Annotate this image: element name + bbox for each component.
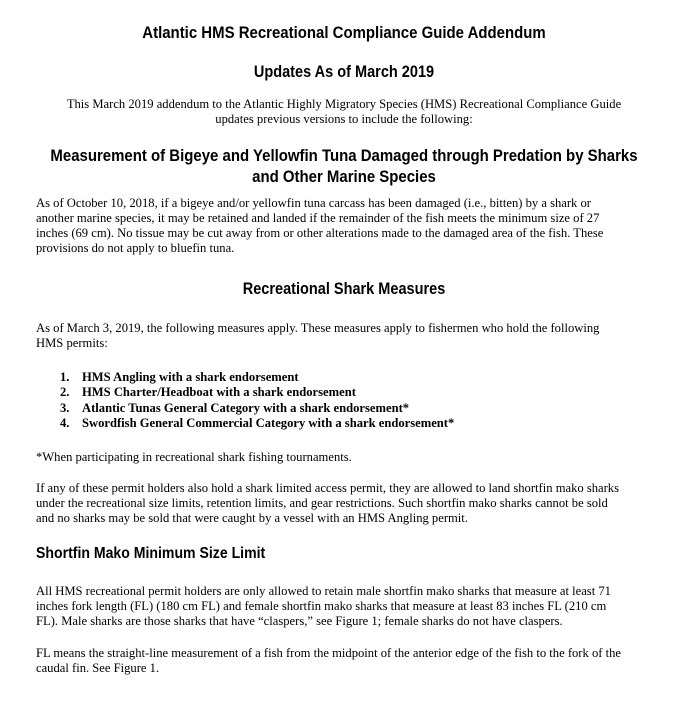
section2-para-line-3: and no sharks may be sold that were caught by a vessel with an HMS Angling permit. xyxy=(36,511,468,525)
list-item-number: 1. xyxy=(60,370,70,384)
section1-body-line-3: inches (69 cm). No tissue may be cut away from or other alterations made to the damaged area of the fish. These xyxy=(36,226,604,240)
list-item-text: Swordfish General Commercial Category with a shark endorsement* xyxy=(82,416,455,431)
section3-para1-line-3: FL). Male sharks are those sharks that have “claspers,” see Figure 1; female sharks do not have claspers. xyxy=(36,614,563,628)
list-item-text: Atlantic Tunas General Category with a shark endorsement* xyxy=(82,400,410,415)
list-item xyxy=(60,416,454,431)
section2-intro-line-2: HMS permits: xyxy=(36,336,108,350)
section1-heading-line-2: and Other Marine Species xyxy=(252,167,436,186)
list-item-number: 3. xyxy=(60,400,70,415)
section1-heading-line-1: Measurement of Bigeye and Yellowfin Tuna Damaged through Predation by Sharks xyxy=(50,146,638,165)
section2-intro-line-1: As of March 3, 2019, the following measures apply. These measures apply to fishermen who hold the following xyxy=(36,321,600,335)
list-item-text: HMS Angling with a shark endorsement xyxy=(82,370,299,384)
section2-para-line-2: under the recreational size limits, retention limits, and gear restrictions. Such shortfin mako sharks cannot be sold xyxy=(36,496,608,510)
section3-heading: Shortfin Mako Minimum Size Limit xyxy=(36,545,266,562)
section3-para2-line-2: caudal fin. See Figure 1. xyxy=(36,661,160,675)
footnote: *When participating in recreational shark fishing tournaments. xyxy=(36,450,352,464)
list-item xyxy=(60,370,454,385)
section2-heading: Recreational Shark Measures xyxy=(242,280,446,298)
document-title: Atlantic HMS Recreational Compliance Guide Addendum xyxy=(142,23,546,42)
list-item xyxy=(60,401,454,416)
section1-body-line-1: As of October 10, 2018, if a bigeye and/or yellowfin tuna carcass has been damaged (i.e., bitten) by a shark or xyxy=(36,196,591,210)
section3-para1-line-1: All HMS recreational permit holders are only allowed to retain male shortfin mako sharks that measure at least 71 xyxy=(36,584,611,598)
permit-list xyxy=(60,370,454,432)
intro-line-2: updates previous versions to include the following: xyxy=(215,112,473,126)
section3-para1-line-2: inches fork length (FL) (180 cm FL) and female shortfin mako sharks that measure at least 83 inches FL (210 cm xyxy=(36,599,607,613)
section3-para2-line-1: FL means the straight-line measurement of a fish from the midpoint of the anterior edge of the fish to the fork of the xyxy=(36,646,621,660)
section1-body-line-2: another marine species, it may be retained and landed if the remainder of the fish meets the minimum size of 27 xyxy=(36,211,600,225)
intro-line-1: This March 2019 addendum to the Atlantic Highly Migratory Species (HMS) Recreational Compliance Guide xyxy=(66,97,622,111)
section2-para-line-1: If any of these permit holders also hold a shark limited access permit, they are allowed to land shortfin mako sharks xyxy=(36,481,619,495)
document-subtitle: Updates As of March 2019 xyxy=(253,63,435,81)
section1-body-line-4: provisions do not apply to bluefin tuna. xyxy=(36,241,235,255)
list-item-text: HMS Charter/Headboat with a shark endorsement xyxy=(82,385,356,400)
list-item-number: 4. xyxy=(60,416,70,431)
list-item-number: 2. xyxy=(60,385,70,400)
list-item xyxy=(60,385,454,400)
